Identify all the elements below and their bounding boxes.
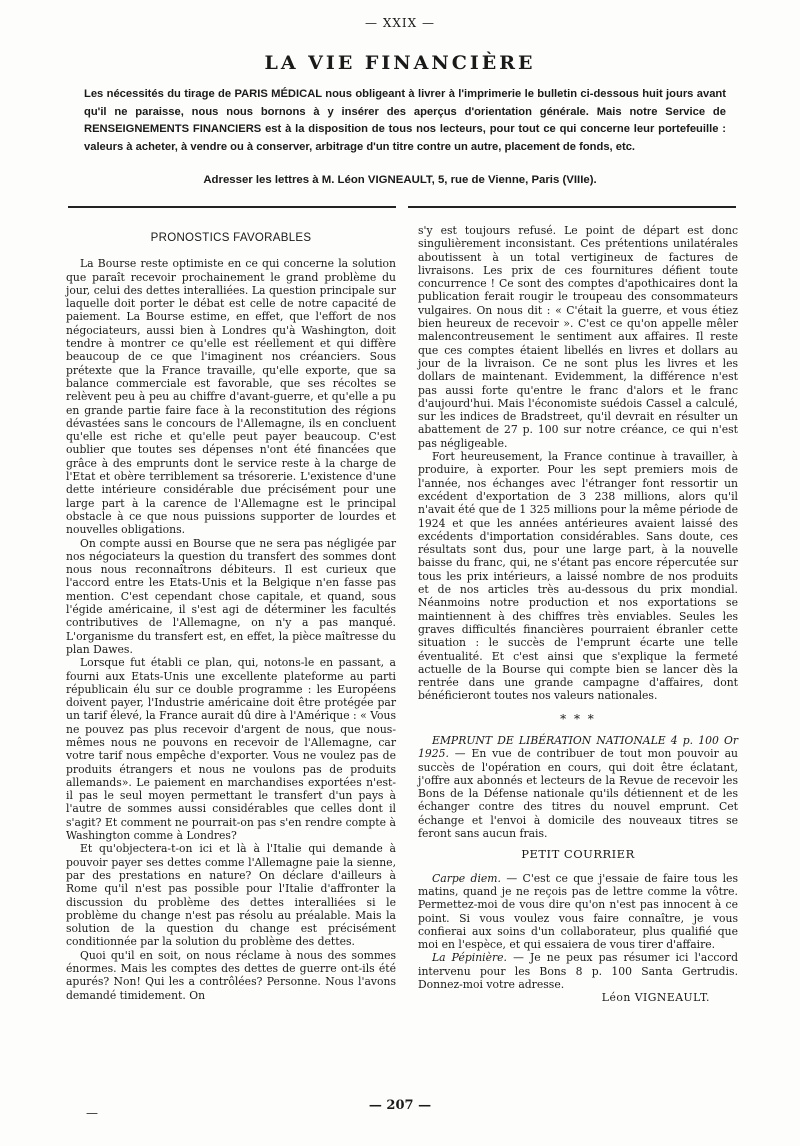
divider-right xyxy=(408,206,736,208)
paragraph: On compte aussi en Bourse que ne sera pas négligée par nos négociateurs la question du transfert des sommes dont nous nous reconnaîtrons débiteurs. Il est curieux que l'accord entre les Etats-Unis et la Belgique n'en fasse pas mention. C'est cependant chose capitale, et quand, sous l'égide américaine, il s'est agi de déterminer les facultés contributives de l'Allemagne, on n'y a pas manqué. L'organisme du transfert est, en effet, la pièce maîtresse du plan Dawes. xyxy=(66,536,396,656)
emprunt-paragraph xyxy=(418,734,738,840)
page-roman-numeral: — XXIX — xyxy=(365,16,435,30)
petit-courrier-heading: PETIT COURRIER xyxy=(521,847,635,862)
section-separator: * * * xyxy=(560,711,596,726)
page-number: — 207 — xyxy=(368,1098,432,1113)
reply-text: — C'est ce que j'essaie de faire tous les matins, quand je ne reçois pas de lettre comme la vôtre. Permettez-moi de vous dire qu'on n'est pas innocent à ce point. Si vous voulez vous faire connaître, je vous confierai aux soins d'un collaborateur, plus qualifié que moi en l'espèce, et qui essaiera de vous tirer d'affaire. xyxy=(418,871,738,952)
reply-name: Carpe diem. xyxy=(432,871,501,885)
paragraph: Et qu'objectera-t-on ici et là à l'Italie qui demande à pouvoir payer ses dettes comme l'Allemagne paie la sienne, par des prestations en nature? On déclare d'ailleurs à Rome qu'il n'est pas possible pour l'Italie d'affronter la discussion du problème des dettes interalliées si le problème du change n'est pas résolu au préalable. Mais la solution de la question du change est précisément conditionnée par la solution du problème des dettes. xyxy=(66,842,396,949)
section-title: LA VIE FINANCIÈRE xyxy=(264,52,536,74)
intro-notice: Les nécessités du tirage de PARIS MÉDICAL nous obligeant à livrer à l'imprimerie le bulletin ci-dessous huit jours avant qu'il ne paraisse, nous nous bornons à y insérer des aperçus d'orientation générale. Mais notre Service de RENSEIGNEMENTS FINANCIERS est à la disposition de tous nos lecteurs, pour tout ce qui concerne leur portefeuille : valeurs à acheter, à vendre ou à conserver, arbitrage d'un titre contre un autre, placement de fonds, etc. xyxy=(84,88,726,153)
divider-left xyxy=(68,206,396,208)
left-column xyxy=(66,232,396,1002)
paragraph: La Bourse reste optimiste en ce qui concerne la solution que paraît recevoir prochainement le grand problème du jour, celui des dettes interalliées. La question principale sur laquelle doit porter le débat est celle de notre capacité de paiement. La Bourse estime, en effet, que l'effort de nos négociateurs, aussi bien à Londres qu'à Washington, doit tendre à montrer ce qu'elle est réellement et qui diffère beaucoup de ce que l'imaginent nos créanciers. Sous prétexte que la France travaille, qu'elle exporte, que sa balance commerciale est favorable, que ses récoltes se relèvent peu à peu au chiffre d'avant-guerre, et qu'elle a pu en grande partie faire face à la reconstitution des régions dévastées sans le concours de l'Allemagne, ils en concluent qu'elle est riche et qu'elle peut payer beaucoup. C'est oublier que toutes ses dépenses n'ont été financées que grâce à des emprunts dont le service reste à la charge de l'Etat et obère terriblement sa trésorerie. L'existence d'une dette intérieure considérable due précisément pour une large part à la carence de l'Allemagne est le principal obstacle à ce que nous puissions supporter de lourdes et nouvelles obligations. xyxy=(66,257,396,537)
paragraph: s'y est toujours refusé. Le point de départ est donc singulièrement inconsistant. Ces prétentions unilatérales aboutissent à un total vertigineux de factures de livraisons. Les prix de ces fournitures défient toute concurrence ! Ce sont des comptes d'apothicaires dont la publication ferait rougir le troupeau des consommateurs vulgaires. On nous dit : « C'était la guerre, et vous étiez bien heureux de recevoir ». C'est ce qu'on appelle mêler malencontreusement le sentiment aux affaires. Il reste que ces comptes étaient libellés en livres et dollars au jour de la livraison. Ce ne sont plus les livres et les dollars de maintenant. Evidemment, la différence n'est pas aussi forte qu'entre le franc d'alors et le franc d'aujourd'hui. Mais l'économiste suédois Cassel a calculé, sur les indices de Bradstreet, qu'il devrait en résulter un abattement de 27 p. 100 sur notre créance, ce qui n'est pas négligeable. xyxy=(418,224,738,450)
reply-pepiniere xyxy=(418,951,738,991)
article-heading: PRONOSTICS FAVORABLES xyxy=(150,232,312,244)
reply-name: La Pépinière. xyxy=(432,951,507,965)
signature xyxy=(418,991,710,1004)
right-column xyxy=(418,224,738,1005)
emprunt-text: — En vue de contribuer de tout mon pouvoir au succès de l'opération en cours, qui doit être éclatant, j'offre aux abonnés et lecteurs de la Revue de recevoir les Bons de la Défense nationale qu'ils détiennent et de les échanger contre des titres du nouvel emprunt. Cet échange et l'envoi à domicile des nouveaux titres se feront sans aucun frais. xyxy=(418,747,738,841)
paragraph: Fort heureusement, la France continue à travailler, à produire, à exporter. Pour les sept premiers mois de l'année, nos échanges avec l'étranger font ressortir un excédent d'exportation de 3 238 millions, alors qu'il n'avait été que de 1 325 millions pour la même période de 1924 et que les années antérieures avaient laissé des excédents d'importation considérables. Sans doute, ces résultats sont dus, pour une large part, à la nouvelle baisse du franc, qui, ne s'étant pas encore répercutée sur tous les prix intérieurs, a laissé nombre de nos produits et de nos articles très au-dessous du prix mondial. Néanmoins notre production et nos exportations se maintiennent à des chiffres très enviables. Seules les graves difficultés financières pourraient ébranler cette situation : le succès de l'emprunt écarte une telle éventualité. Et c'est ainsi que s'explique la fermeté actuelle de la Bourse qui compte bien se lancer dès la rentrée dans une grande campagne d'affaires, dont bénéficieront toutes nos valeurs nationales. xyxy=(418,450,738,703)
reply-carpe-diem xyxy=(418,872,738,952)
signature-text: Léon VIGNEAULT. xyxy=(601,991,710,1005)
reply-text: — Je ne peux pas résumer ici l'accord intervenu pour les Bons 8 p. 100 Santa Gertrudis. Donnez-moi votre adresse. xyxy=(418,951,738,992)
paragraph: Lorsque fut établi ce plan, qui, notons-le en passant, a fourni aux Etats-Unis une excellente plateforme au parti républicain élu sur ce double programme : les Européens doivent payer, l'Industrie américaine doit être protégée par un tarif élevé, la France aurait dû dire à l'Amérique : « Vous ne pouvez pas plus recevoir d'argent de nous, que nous-mêmes nous ne pouvons en recevoir de l'Allemagne, car votre tarif nous empêche d'exporter. Vous ne voulez pas de produits étrangers et nous ne voulons pas de produits allemands». Le paiement en marchandises exportées n'est-il pas le seul moyen permettant le transfert d'un pays à l'autre de sommes aussi considérables que celles dont il s'agit? Et comment ne pourrait-on pas s'en rendre compte à Washington comme à Londres? xyxy=(66,656,396,843)
footer-mark: — xyxy=(86,1106,98,1120)
address-line: Adresser les lettres à M. Léon VIGNEAULT, 5, rue de Vienne, Paris (VIIIe). xyxy=(203,174,597,186)
emprunt-title: EMPRUNT DE LIBÉRATION NATIONALE 4 p. 100 Or 1925. xyxy=(418,733,738,761)
paragraph: Quoi qu'il en soit, on nous réclame à nous des sommes énormes. Mais les comptes des dettes de guerre ont-ils été apurés? Non! Qui les a contrôlées? Personne. Nous l'avons demandé timidement. On xyxy=(66,948,396,1002)
